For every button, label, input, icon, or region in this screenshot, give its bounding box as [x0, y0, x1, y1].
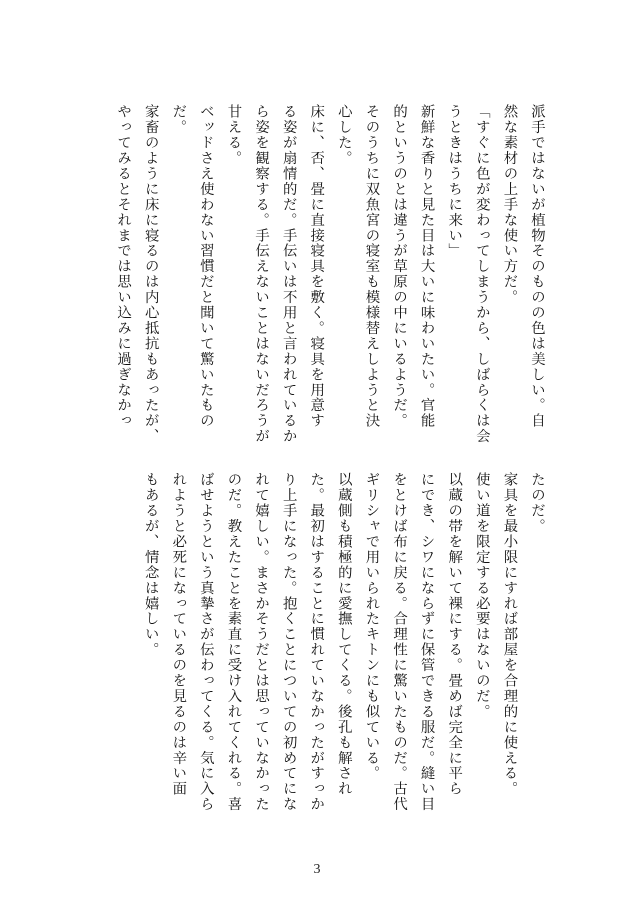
text-line: だ。	[170, 104, 187, 135]
text-line: 家畜のように床に寝るのは内心抵抗もあったが、	[142, 104, 159, 444]
text-line: 的というのとは違うが草原の中にいるようだ。	[391, 104, 408, 429]
text-line: 家具を最小限にすれば部屋を合理的に使える。	[501, 472, 518, 797]
text-line: もあるが、情念は嬉しい。	[142, 472, 159, 658]
text-line: り上手になった。抱くことについての初めてにな	[280, 472, 297, 812]
text-line: 甘える。	[225, 104, 242, 166]
text-line: 「すぐに色が変わってしまうから、しばらくは会	[473, 104, 490, 444]
text-line: そのうちに双魚宮の寝室も模様替えしようと決	[363, 104, 380, 429]
text-line: 新鮮な香りと見た目は大いに味わいたい。官能	[418, 104, 435, 429]
upper-text-column	[110, 104, 550, 460]
text-line: 以蔵側も積極的に愛撫してくる。後孔も解され	[335, 472, 352, 797]
text-line: ギリシャで用いられたキトンにも似ている。	[363, 472, 380, 781]
text-line: ばせようという真摯さが伝わってくる。気に入ら	[197, 472, 214, 812]
text-line: のだ。教えたことを素直に受け入れてくれる。喜	[225, 472, 242, 812]
text-line: たのだ。	[529, 472, 545, 534]
text-line: ベッドさえ使わない習慣だと聞いて驚いたもの	[197, 104, 214, 429]
text-line: 床に、否、畳に直接寝具を敷く。寝具を用意す	[308, 104, 325, 429]
lower-text-column	[110, 472, 550, 830]
text-line: 心した。	[335, 104, 352, 166]
text-line: た。最初はすることに慣れていなかったがすっか	[308, 472, 325, 812]
text-line: やってみるとそれまでは思い込みに過ぎなかっ	[115, 104, 132, 429]
text-line: れて嬉しい。まさかそうだとは思っていなかった	[253, 472, 270, 812]
text-line: 使い道を限定する必要はないのだ。	[473, 472, 490, 720]
text-line: れようと必死になっているのを見るのは辛い面	[170, 472, 187, 797]
text-line: 然な素材の上手な使い方だ。	[501, 104, 518, 305]
text-line: うときはうちに来い」	[446, 104, 463, 259]
text-line: 以蔵の帯を解いて裸にする。畳めば完全に平ら	[446, 472, 463, 797]
page-number: 3	[313, 862, 321, 877]
text-line: をとけば布に戻る。合理性に驚いたものだ。古代	[391, 472, 408, 812]
text-line: 派手ではないが植物そのものの色は美しい。自	[529, 104, 545, 429]
text-line: にでき、シワにならずに保管できる服だ。縫い目	[418, 472, 435, 812]
text-line: る姿が扇情的だ。手伝いは不用と言われているか	[280, 104, 297, 444]
text-line: ら姿を観察する。手伝えないことはないだろうが	[253, 104, 270, 444]
